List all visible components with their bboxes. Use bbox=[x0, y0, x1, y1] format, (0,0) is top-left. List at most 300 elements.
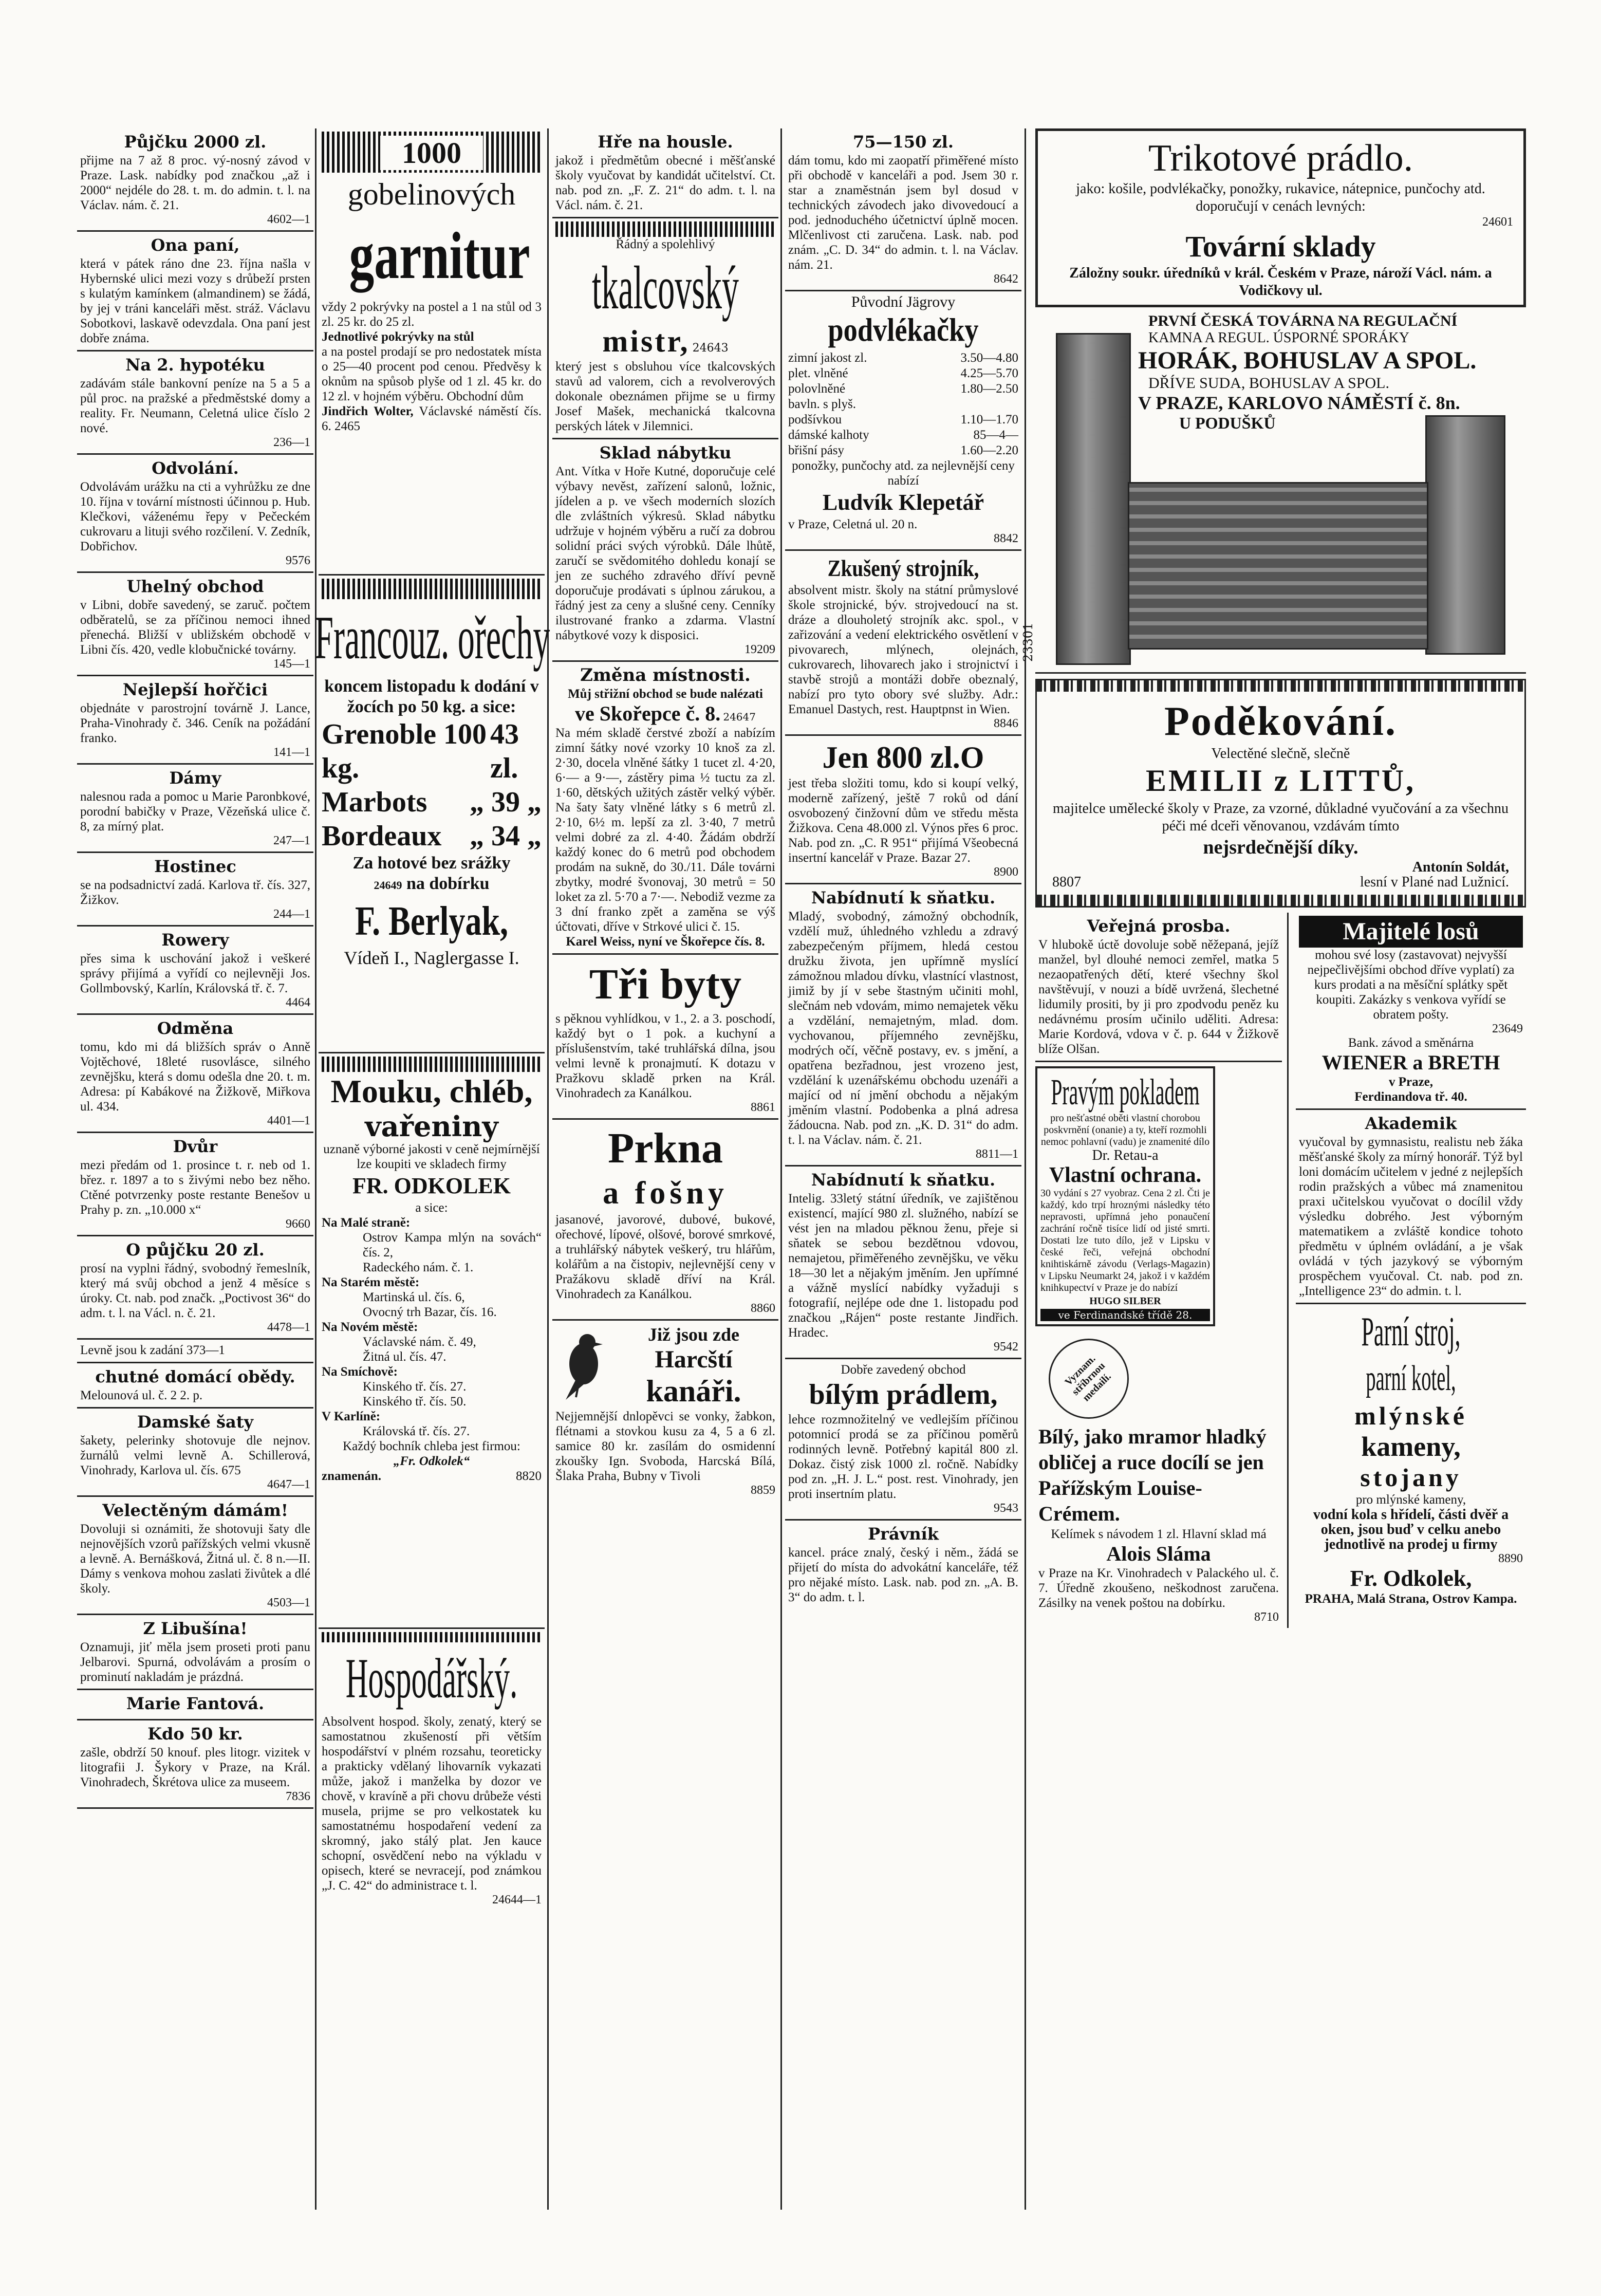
weaver-top: Řádný a spolehlivý bbox=[616, 237, 715, 251]
ad-heading: Damské šaty bbox=[137, 1412, 254, 1432]
lottery-firm: Bank. závod a směnárna bbox=[1348, 1036, 1474, 1050]
thanks-text-2: majitelce umělecké školy v Praze, za vzorné, důkladné vyučování a za všechnu péči mé dceři věnovanou, vzdávám tímto bbox=[1052, 801, 1509, 834]
ad-number: 24643 bbox=[692, 342, 729, 355]
price-label: dámské kalhoty bbox=[788, 428, 869, 442]
classified-column-1 bbox=[77, 128, 313, 2210]
decorative-banner bbox=[322, 579, 542, 599]
flour-seal-2: znamenán. bbox=[322, 1469, 381, 1483]
lottery-address-2: Ferdinandova tř. 40. bbox=[1354, 1090, 1467, 1104]
steam-engine-ad bbox=[1296, 1304, 1526, 1610]
ad-text: Melounová ul. č. 2 2. p. bbox=[80, 1388, 203, 1402]
ad-number: 8890 bbox=[1498, 1552, 1523, 1565]
ad-heading: Odvolání. bbox=[152, 458, 239, 478]
ad-text: zadávám stále bankovní peníze na 5 a 5 a půl proc. na pražské a předměstské domy a reality. Fr. Neumann, Celetná ulice číslo 2 nové. bbox=[80, 377, 310, 435]
tutor-heading: Akademik bbox=[1365, 1114, 1457, 1133]
weaver-heading: tkalcovský bbox=[592, 253, 739, 322]
walnuts-footer-line bbox=[322, 874, 542, 896]
ad-number: 8642 bbox=[994, 272, 1018, 286]
farm-heading: Hospodářský. bbox=[345, 1647, 518, 1710]
ad-number: 24649 bbox=[374, 879, 402, 892]
engineer-ad bbox=[785, 551, 1021, 736]
location-line: Ovocný trh Bazar, čís. 16. bbox=[363, 1305, 497, 1319]
marriage-ad-1 bbox=[785, 884, 1021, 1166]
walnuts-text: koncem listopadu k dodání v žocích po 50 kg. a sice: bbox=[324, 677, 539, 716]
furniture-heading: Sklad nábytku bbox=[599, 443, 732, 462]
steam-heading-2: parní kotel, bbox=[1366, 1359, 1456, 1398]
price-value: 4.25—5.70 bbox=[960, 366, 1018, 380]
price-value: 43 zl. bbox=[490, 718, 519, 784]
steam-heading: Parní stroj, bbox=[1361, 1309, 1461, 1355]
display-ads-column bbox=[1021, 128, 1531, 2210]
location-line: Kinského tř. čís. 50. bbox=[363, 1395, 467, 1409]
price-row bbox=[788, 443, 1018, 458]
ad-number: 8861 bbox=[751, 1101, 775, 1114]
decorative-banner bbox=[555, 221, 775, 237]
flour-asice: a sice: bbox=[415, 1201, 448, 1215]
ad-text: která v pátek ráno dne 23. října našla v Hybernské ulici mezi vozy s drůbeží prsten s kulatým kamínkem (almandinem) se žádá, by jej v tráni kanceláři měst. stráž. Václavu Sobotkovi, laskavě odevzdala. Ona paní jest dobře známa. bbox=[80, 257, 310, 345]
ad-text: přes sima k uschování jakož i veškeré správy přijímá a vyřídí co nejlevněji Jos. Gollmbovský, Karlín, Královská tř. č. 7. bbox=[80, 952, 310, 995]
location-line: Martinská ul. čís. 6, bbox=[363, 1290, 465, 1304]
underwear-top: Původní Jägrovy bbox=[851, 293, 956, 310]
garnitur-signature: Jindřich Wolter, bbox=[322, 404, 414, 418]
knitwear-text: jako: košile, podvlékačky, ponožky, rukavice, nátepnice, punčochy atd. doporučují v cenách levných: bbox=[1076, 181, 1485, 214]
canary-titles bbox=[612, 1324, 775, 1409]
lottery-text: mohou své losy (zastavovat) nejvyšší nejpečlivějšími obchod dříve vyplatí) za kurs prodati a na měsíční splátky spět koupiti. Zakázky s venkova vyřídí se obratem pošty. bbox=[1307, 948, 1515, 1022]
furniture-ad bbox=[552, 439, 778, 662]
classified-ad bbox=[77, 927, 313, 1015]
linen-shop-ad bbox=[785, 1359, 1021, 1521]
steam-heading-5: stojany bbox=[1360, 1463, 1462, 1492]
price-label: plet. vlněné bbox=[788, 366, 848, 380]
apartments-text: s pěknou vyhlídkou, v 1., 2. a 3. poschodí, každý byt o 1 pok. a kuchyní a příslušenstvím, také truhlářská dílna, jsou velmi levně k pronajmutí. K dotazu v Pražkovu skladě prken na Král. Vinohradech za Kanálkou. bbox=[555, 1012, 775, 1100]
canary-heading-3: kanáři. bbox=[646, 1374, 741, 1408]
book-ad bbox=[1035, 1066, 1215, 1326]
relocation-ad bbox=[552, 662, 778, 955]
decorative-border bbox=[1037, 680, 1524, 692]
steam-text: pro mlýnské kameny, bbox=[1355, 1493, 1466, 1507]
marriage-ad-2 bbox=[785, 1166, 1021, 1359]
walnuts-address: Vídeň I., Naglergasse I. bbox=[344, 948, 519, 968]
stove-line-1: PRVNÍ ČESKÁ TOVÁRNA NA REGULAČNÍ bbox=[1148, 312, 1458, 329]
location-line: Kinského tř. čís. 27. bbox=[363, 1380, 467, 1394]
ad-text: Dovoluji si oznámiti, že shotovuji šaty dle nejnovějších vzorů pařížských velmi vkusně a levně. A. Bernášková, Žitná ul. č. 8 n.—II. Dámy s venkova mohou zaslati živůtek a dlé školy. bbox=[80, 1522, 310, 1596]
planks-heading-2: a fošny bbox=[603, 1176, 728, 1211]
relocation-address-line bbox=[555, 701, 775, 726]
lottery-heading: Majitelé losů bbox=[1299, 916, 1523, 948]
classified-ad bbox=[77, 1690, 313, 1720]
marriage-heading: Nabídnutí k sňatku. bbox=[811, 888, 996, 908]
thanks-heading: Poděkování. bbox=[1164, 699, 1398, 744]
ad-text: objednáte v parostrojní továrně J. Lance, Praha-Vinohrady č. 346. Ceník na požádání franko. bbox=[80, 701, 310, 745]
steam-address: PRAHA, Malá Strana, Ostrov Kampa. bbox=[1305, 1592, 1517, 1606]
steam-heading-3: mlýnské bbox=[1354, 1401, 1467, 1430]
ad-number: 24601 bbox=[1482, 215, 1513, 229]
classified-ad bbox=[77, 232, 313, 351]
ad-text: zašle, obdrží 50 knouf. ples litogr. vizitek v litografii J. Šykory v Praze, na Král. Vinohradech, Škrétova ulice za museem. bbox=[80, 1746, 310, 1789]
ad-heading: Odměna bbox=[157, 1019, 234, 1038]
ad-number: 8859 bbox=[751, 1484, 775, 1497]
price-value: „ 39 „ bbox=[470, 786, 542, 818]
medal-stamp bbox=[1049, 1339, 1129, 1419]
classified-ad bbox=[77, 1409, 313, 1497]
display-ads-subcolumns bbox=[1035, 913, 1526, 1628]
price-value: 85—4— bbox=[973, 428, 1018, 442]
marriage-text: Mladý, svobodný, zámožný obchodník, vzdělí muž, úhledného vzhledu a zdravý zabezpečeným příjmem, hledá cestou družku života, jen upřímně myslící zámožnou mladou dívku, vlastnící vlastnost, jimiž by jí v sebe štastným učiniti mohl, slečnám neb vdovám, mimo nemajetek věku a vzdělání, nemajetným, mlad. dom. vychovanou, příjemného zevnějšku, modrých očí, věčně postavy, ev. s jmění, a opatřena bezřadnou, jest vrozeno jest, vzdělání k uzenářskému obchodu uzenáři a mající od ní jmění obchodu a nějakým jměním vlastní. Podobenka a plná adresa žádoucna. Nab. pod zn. „K. D. 31“ do adm. t. l. na Václav. nám. č. 21. bbox=[788, 910, 1018, 1147]
price-row bbox=[322, 785, 542, 819]
house-heading: Jen 800 zl.O bbox=[822, 740, 984, 774]
column-rule bbox=[315, 128, 317, 2210]
classified-ad bbox=[77, 1015, 313, 1133]
book-signature: HUGO SILBER bbox=[1089, 1295, 1161, 1307]
lottery-address: v Praze, bbox=[1388, 1075, 1434, 1089]
underwear-text: ponožky, punčochy atd. za nejlevnější ceny nabízí bbox=[792, 459, 1015, 488]
price-row bbox=[788, 366, 1018, 381]
decorative-banner bbox=[322, 132, 542, 173]
marriage-text-2: Intelig. 33letý státní úředník, ve zajištěnou existencí, mající 980 zl. služného, nabízí se vést jen na mladou pěknou ženu, přeje si sňatek se sebou bezdětnou vdovou, nemajetou, přiměřeného zevnějšku, ve věku 18—30 let a nějakým jměním. Jen upřímné a vážně myslící nabídky vyžaduji s fotografií, nejlépe ode dne 1. listopadu pod značkou „Rájen“ poste restante Jindřich. Hradec. bbox=[788, 1192, 1018, 1340]
violin-ad bbox=[552, 128, 778, 218]
ad-number: 19209 bbox=[744, 643, 775, 656]
linen-top: Dobře zavedený obchod bbox=[841, 1363, 966, 1377]
marriage-heading-2: Nabídnutí k sňatku. bbox=[811, 1170, 996, 1190]
location-line: Žitná ul. čís. 47. bbox=[363, 1350, 446, 1364]
ad-text: přijme na 7 až 8 proc. vý-nosný závod v Praze. Lask. nabídky pod značkou „až i 2000“ nejdéle do 28. t. m. do admin. t. l. na Václav. nám. č. 21. bbox=[80, 154, 310, 212]
cream-ad bbox=[1035, 1330, 1282, 1628]
ad-text: v Libni, dobře savedený, se zaruč. počtem odběratelů, se za příčinou nemoci ihned přenechá. Bližší v ubližském obchodě v Libni čís. 420, vedle klobučnické továrny. bbox=[80, 598, 310, 657]
price-row bbox=[322, 819, 542, 853]
knitwear-heading-2: Tovární sklady bbox=[1185, 230, 1376, 263]
weaver-ad bbox=[552, 218, 778, 439]
house-ad bbox=[785, 736, 1021, 884]
classified-ad bbox=[77, 455, 313, 573]
walnuts-price-list bbox=[322, 717, 542, 853]
canary-header bbox=[555, 1324, 775, 1409]
ad-number: 7836 bbox=[286, 1790, 310, 1803]
column-rule bbox=[780, 128, 782, 2210]
flour-text: uznaně výborné jakosti v ceně nejmírnější lze koupiti ve skladech firmy bbox=[323, 1142, 540, 1171]
price-label: polovlněné bbox=[788, 382, 846, 396]
classified-ad bbox=[77, 765, 313, 853]
price-row bbox=[322, 717, 542, 785]
stove-illustration-right bbox=[1425, 415, 1505, 655]
garnitur-signature-line bbox=[322, 404, 542, 434]
book-heading: Pravým pokladem bbox=[1051, 1071, 1200, 1113]
relocation-address: ve Skořepce č. 8. bbox=[575, 702, 721, 725]
violin-text: jakož i předmětům obecné i měšťanské školy vyučovat by kandidát učitelství. Ct. nab. pod zn. „F. Z. 21“ do adm. t. l. na Václ. nám. č. 21. bbox=[555, 154, 775, 212]
garnitur-text: vždy 2 pokrývky na postel a 1 na stůl od 3 zl. 25 kr. do 25 zl. bbox=[322, 300, 542, 329]
walnuts-footer: Za hotové bez srážky bbox=[352, 854, 511, 873]
classified-ad bbox=[77, 1363, 313, 1409]
price-label: břišní pásy bbox=[788, 443, 845, 457]
tutor-text: vyučoval by gymnasistu, realistu neb žáka měšťanské školy za mírný honorář. Týž byl loni domácím učitelem v jedné z nejlepších rodin pražských a vůbec má znamenitou praxi učitelskou vyučovat o docílil vždy výsledku dobrého. Jest výborným matematikem a zvláště kondice tohoto předmětu v úplném ovládání, a je však ovládá v tých jazykový se výborným prospěchem vyučoval. Ct. nab. pod zn. „Intelligence 23“ do admin. t. l. bbox=[1299, 1135, 1523, 1298]
planks-text: jasanové, javorové, dubové, bukové, ořechové, lípové, olšové, borové smrkové, a truhlářský nábytek veškerý, tru hlářům, kolářům a na čistopiv, nejlevnější ceny v Pražákovu skladě dříví na Král. Vinohradech za Kanálkou. bbox=[555, 1213, 775, 1301]
ad-number: 145—1 bbox=[273, 657, 310, 671]
classified-ad bbox=[77, 676, 313, 765]
ad-number: 9576 bbox=[286, 554, 310, 567]
ad-number: 24644—1 bbox=[492, 1893, 542, 1906]
stove-line-4: DŘÍVE SUDA, BOHUSLAV A SPOL. bbox=[1148, 375, 1389, 392]
price-value: 1.60—2.20 bbox=[960, 443, 1018, 457]
thanks-signature-line bbox=[1052, 875, 1509, 890]
ad-number: 4478—1 bbox=[267, 1321, 310, 1334]
ad-text: mezi předám od 1. prosince t. r. neb od 1. břez. r. 1897 a to s živými nebo bez něho. Ctěné potvrzenky poste restante Benešov u Prahy p. zn. „10.000 x“ bbox=[80, 1158, 310, 1217]
job-reward-heading: 75—150 zl. bbox=[853, 132, 954, 152]
ad-text: prosí na vyplni řádný, svobodný řemeslník, který má svůj obchod a jenž 4 měsíce s úroky. Ct. nab. pod značk. „Poctivost 36“ do adm. t. l. na Václ. n. č. 21. bbox=[80, 1262, 310, 1320]
price-value: „ 34 „ bbox=[470, 820, 542, 852]
weaver-heading-2: mistr, bbox=[602, 324, 690, 358]
price-label: Marbots bbox=[322, 786, 427, 818]
garnitur-bold: Jednotlivé pokrývky na stůl bbox=[322, 330, 474, 344]
walnuts-ad bbox=[314, 576, 550, 1053]
canary-heading: Již jsou zde bbox=[648, 1324, 739, 1345]
price-label: zimní jakost zl. bbox=[788, 351, 867, 365]
garnitur-address: Václavské náměstí čís. 6. bbox=[322, 404, 542, 433]
flour-ad bbox=[319, 1053, 545, 1629]
flour-footer: Každý bochník chleba jest firmou: bbox=[343, 1439, 520, 1453]
price-row bbox=[788, 428, 1018, 443]
planks-ad bbox=[552, 1120, 778, 1321]
ad-heading: Z Libušína! bbox=[143, 1619, 248, 1638]
public-plea-ad bbox=[1035, 913, 1282, 1062]
ad-number: 4647—1 bbox=[267, 1478, 310, 1491]
planks-heading: Prkna bbox=[607, 1124, 723, 1172]
apartments-heading: Tři byty bbox=[589, 960, 742, 1008]
weaver-text: který jest s obsluhou více tkalcovských stavů ad valorem, cich a revolverových dokonale obeznámen přijme se u firmy Josef Mašek, mechanická tkalcovna perských látek v Jilemnici. bbox=[555, 360, 775, 433]
ad-heading: Půjčku 2000 zl. bbox=[124, 132, 267, 152]
thanks-ad bbox=[1035, 679, 1526, 908]
thanks-bold: nejsrdečnější díky. bbox=[1203, 837, 1358, 858]
ad-heading: Velectěným dámám! bbox=[102, 1501, 288, 1520]
linen-text: lehce rozmnožitelný ve vedlejším příčinou potomnicí prodá se za příčinou poměrů rodinných levně. Potřebný kapitál 800 zl. Dokaz. čistý zisk 1000 zl. ročně. Nabídky pod zn. „H. J. L.“ post. rest. Vinohrady, jen proti insertním platu. bbox=[788, 1413, 1018, 1501]
gobelin-ad bbox=[319, 128, 545, 576]
furniture-text: Ant. Vítka v Hoře Kutné, doporučuje celé výbavy nevěst, zařízení salonů, ložnic, jídelen a p. ve všech moderních slozích dle zvláštních výkresů. Sklad nábytku udržuje v hojném výběru a ručí za dobrou solidní práci svých výrobků. Dále lhůtě, zaručí se svědomitého dohledu konají se jen ze suchého zdravého dříví pevně doporučuje prodávati s úplnou zárukou, a řádný jest za ceny a slušné ceny. Cenníky ilustrované franko a zdarma. Vlastní nábytkové vozy k disposici. bbox=[555, 465, 775, 642]
ad-text: Levně jsou k zadání 373—1 bbox=[80, 1343, 225, 1357]
ad-number: 8842 bbox=[994, 532, 1018, 545]
gobelin-heading: gobelinových bbox=[347, 177, 516, 211]
flour-locations bbox=[322, 1215, 542, 1439]
book-ad-row bbox=[1035, 1062, 1282, 1330]
price-row bbox=[788, 381, 1018, 397]
job-reward-ad bbox=[785, 128, 1021, 291]
book-text: pro nešťastné oběti vlastní chorobou poskvrnění (onanie) a ty, kteří rozmohli nemoc pohlavní (vadu) je znamenité dílo bbox=[1040, 1113, 1210, 1147]
underwear-address: v Praze, Celetná ul. 20 n. bbox=[788, 517, 918, 531]
price-value: 1.10—1.70 bbox=[960, 413, 1018, 427]
ad-heading: Kdo 50 kr. bbox=[147, 1724, 243, 1744]
ad-text: Oznamuji, jiť měla jsem proseti proti panu Jelbarovi. Spurná, odvolávám a prosím o prominutí nakladám je prázdná. bbox=[80, 1640, 310, 1684]
violin-heading: Hře na housle. bbox=[598, 132, 733, 152]
price-label: bavln. s plyš. bbox=[788, 397, 856, 411]
walnuts-seller: F. Berlyak, bbox=[355, 899, 509, 944]
price-row bbox=[788, 412, 1018, 428]
location-line: Královská tř. čís. 27. bbox=[363, 1424, 470, 1438]
canary-ad bbox=[552, 1321, 778, 1501]
ad-number: 8900 bbox=[994, 865, 1018, 879]
ad-number: 8860 bbox=[751, 1302, 775, 1315]
location-heading: Na Starém městě: bbox=[322, 1275, 420, 1289]
stove-illustration bbox=[1056, 333, 1131, 665]
ad-heading: Nejlepší hořčici bbox=[122, 680, 268, 699]
knitwear-heading: Trikotové prádlo. bbox=[1148, 137, 1413, 179]
column-rule bbox=[1025, 128, 1026, 2210]
ad-number: 247—1 bbox=[273, 834, 310, 847]
cream-address: v Praze na Kr. Vinohradech v Palackého ul. č. 7. Úředně zkoušeno, neškodnost zaručena. Zásilky na venek poštou na dobírku. bbox=[1038, 1566, 1279, 1610]
classified-ad bbox=[77, 1720, 313, 1809]
book-author: Dr. Retau-a bbox=[1092, 1147, 1159, 1163]
knitwear-ad bbox=[1035, 128, 1526, 307]
classified-ad bbox=[77, 1615, 313, 1690]
cream-heading: Bílý, jako mramor hladký obličej a ruce docílí se jen Pařížským Louise-Crémem. bbox=[1038, 1425, 1267, 1525]
ad-text: Odvolávám urážku na cti a vyhrůžku ze dne 10. října v tovární místnosti účinnou p. Hub. Klečkovi, váženému řepy v Pečeckém cukrovaru a lituji svého rozčilení. V. Zedník, Dobřichov. bbox=[80, 480, 310, 553]
steam-bold: vodní kola s hřídelí, části dvěř a oken, jsou buď v celku anebo jednotlivě na prodej u firmy bbox=[1313, 1507, 1509, 1552]
ad-text: tomu, kdo mi dá bližších správ o Anně Vojtěchové, 18leté rusovlásce, silného zevnějšku, která s domu odešla dne 20. t. m. Adresa: pí Kabákové na Žižkově, Miřkova ul. 434. bbox=[80, 1040, 310, 1114]
stove-line-3: HORÁK, BOHUSLAV A SPOL. bbox=[1138, 347, 1477, 374]
ad-number: 4602—1 bbox=[267, 213, 310, 226]
location-line: Radeckého nám. č. 1. bbox=[363, 1261, 474, 1274]
stove-line-5: V PRAZE, KARLOVO NÁMĚSTÍ č. 8n. bbox=[1138, 393, 1460, 413]
ad-number: 8846 bbox=[994, 717, 1018, 730]
underwear-price-list bbox=[788, 350, 1018, 458]
price-value: 1.80—2.50 bbox=[960, 382, 1018, 396]
lawyer-ad bbox=[785, 1521, 1021, 1609]
job-reward-text: dám tomu, kdo mi zaopatří přiměřené místo při obchodě v kanceláři a pod. Jsem 30 r. star a znaměstnán jsem byl dosud v technických závodech jako divovedoucí a pod. jednoduchého účetnictví úplně mocen. Mlčenlivost cti zaručena. Lask. nab. pod znám. „C. D. 34“ do admin. t. l. na Václav. nám. 21. bbox=[788, 154, 1018, 272]
underwear-heading: podvlékačky bbox=[828, 311, 979, 348]
linen-heading: bílým prádlem, bbox=[809, 1379, 998, 1411]
ad-number: 4401—1 bbox=[267, 1114, 310, 1127]
ad-number: 24647 bbox=[723, 711, 756, 723]
cream-seller: Alois Sláma bbox=[1106, 1542, 1211, 1565]
classified-ad bbox=[77, 1133, 313, 1236]
walnuts-cod: na dobírku bbox=[406, 874, 490, 893]
lawyer-text: kancel. práce znalý, český i něm., žádá se přijetí do místa do advokátní kanceláře, též pro nějaké místo. Lask. nab. pod zn. „A. B. 3“ do adm. t. l. bbox=[788, 1546, 1018, 1604]
ad-heading: Rowery bbox=[161, 930, 229, 950]
ad-number: 8820 bbox=[516, 1469, 542, 1483]
weaver-heading-line bbox=[555, 324, 775, 359]
flour-heading-2: vařeniny bbox=[365, 1110, 498, 1143]
ad-number: 141—1 bbox=[273, 746, 310, 759]
ad-number: 4464 bbox=[286, 996, 310, 1009]
steam-firm: Fr. Odkolek, bbox=[1350, 1566, 1472, 1591]
lawyer-heading: Právník bbox=[868, 1524, 939, 1544]
ad-heading: chutné domácí obědy. bbox=[95, 1367, 295, 1386]
lottery-name: WIENER a BRETH bbox=[1321, 1051, 1500, 1074]
price-label: podšívkou bbox=[788, 413, 842, 427]
classified-column-2 bbox=[314, 128, 550, 2210]
garnitur-heading: garnitur bbox=[349, 219, 530, 293]
engineer-heading: Zkušený strojník, bbox=[827, 555, 979, 581]
underwear-seller: Ludvík Klepetář bbox=[822, 490, 984, 515]
ad-number: 8811—1 bbox=[975, 1147, 1018, 1161]
farm-job-ad bbox=[319, 1629, 545, 1911]
ad-number: 2465 bbox=[334, 419, 360, 433]
book-title: Vlastní ochrana. bbox=[1049, 1163, 1202, 1187]
apartments-ad bbox=[552, 955, 778, 1120]
underwear-ad bbox=[785, 291, 1021, 551]
flour-seal: „Fr. Odkolek“ bbox=[393, 1454, 470, 1468]
classified-ad bbox=[77, 128, 313, 232]
ad-heading: Dámy bbox=[169, 768, 221, 788]
subcolumn-right bbox=[1289, 913, 1526, 1628]
thanks-text: Velectěné slečně, slečně bbox=[1211, 746, 1350, 762]
location-heading: Na Novém městě: bbox=[322, 1320, 418, 1334]
plea-heading: Veřejná prosba. bbox=[1087, 916, 1231, 936]
ad-text: šakety, pelerinky shotovuje dle nejnov. žurnálů velmi levně A. Schillerová, Vinohrady, Karlova ul. čís. 675 bbox=[80, 1434, 310, 1477]
stove-line-6: U PODUŠKŮ bbox=[1179, 414, 1276, 432]
ad-heading: Dvůr bbox=[173, 1137, 218, 1156]
ad-number: 23649 bbox=[1492, 1022, 1523, 1035]
flour-heading: Mouku, chléb, bbox=[330, 1073, 533, 1109]
price-value: 3.50—4.80 bbox=[960, 351, 1018, 365]
medal-stamp-text: Vyznam. stříbrnou medailí. bbox=[1063, 1353, 1113, 1403]
newspaper-page bbox=[77, 128, 1531, 2210]
plea-text: V hlubokě úctě dovoluje sobě něžepaná, jejíž manžel, byl dlouhé nemoci zemřel, matka 5 nezaopatřených dětí, které všechny škol navštěvují, v nouzi a bídě uvržená, šlechetné lidumily prositi, by ji pro zpodvodu peněz ku nedávnému prosím učinilo uděliti. Adresa: Marie Kordová, vdova v č. p. 644 v Žižkově blíže Olšan. bbox=[1038, 938, 1279, 1056]
subcolumn-left bbox=[1035, 913, 1289, 1628]
column-rule bbox=[547, 128, 549, 2210]
classified-ad bbox=[77, 853, 313, 927]
ad-text: nalesnou rada a pomoc u Marie Paronbkové, porodní babičky v Praze, Vězeňská ulice č. 8, za mírný plat. bbox=[80, 790, 310, 834]
stove-illustration-base bbox=[1128, 482, 1428, 650]
lottery-ad bbox=[1296, 913, 1526, 1110]
ad-number: 244—1 bbox=[273, 908, 310, 921]
stove-line-2: KAMNA A REGUL. ÚSPORNÉ SPORÁKY bbox=[1148, 330, 1409, 346]
ad-number: 23301 bbox=[1021, 622, 1035, 662]
house-text: jest třeba složiti tomu, kdo si koupí velký, moderně zařízený, ještě 7 roků od dání osvobozený činžovní dům ve středu města Žižkova. Cena 48.000 zl. Výnos přes 6 proc. Nab. pod zn. „C. R 951“ přijímá Všeobecná insertní kancelář v Praze. Bazar 27. bbox=[788, 776, 1018, 865]
thanks-signature-2: lesní v Plané nad Lužnicí. bbox=[1360, 874, 1509, 890]
classified-column-3 bbox=[552, 128, 778, 2210]
book-text-2: 30 vydání s 27 vyobraz. Cena 2 zl. Čti je každý, kdo trpí hroznými následky této nepravosti, upřímná jeho ponaučení zachrání ročně tisíce lidí od jisté smrti. Dostati lze tuto dílo, jež v Lipsku v české řeči, veřejná obchodní knihtiskárně závodu (Verlags-Magazin) v Lipsku Neumarkt 24, jakož i v každém knihkupectví v Praze je do nabízí bbox=[1040, 1188, 1210, 1293]
stove-ad bbox=[1021, 312, 1526, 674]
ad-number: 9542 bbox=[994, 1340, 1018, 1354]
location-heading: V Karlíně: bbox=[322, 1410, 381, 1423]
thanks-signature: Antonín Soldát, bbox=[1412, 859, 1509, 875]
thanks-name: EMILII z LITTŮ, bbox=[1145, 764, 1416, 798]
classified-ad bbox=[77, 1497, 313, 1615]
relocation-text: Můj střižní obchod se bude nalézati bbox=[568, 687, 763, 701]
walnuts-heading: Francouz. ořechy bbox=[314, 603, 550, 672]
ad-number: 9543 bbox=[994, 1502, 1018, 1515]
farm-text: Absolvent hospod. školy, zenatý, který se samostatnou zkušeností při větším hospodářství v plném rozsahu, teoreticky a prakticky vdělaný lihovarník vykazati může, jakož i manželka by dozor ve chově, v kravíně a při chovu drůbeže vésti musela, prijme se pro velkostatek ku samostatnému hospodaření vedení za skromný, jako stálý plat. Jen kauce schopní, osvědčení nebo na výkladu v opisech, které se nevracejí, pod známkou „J. C. 42“ do administrace t. l. bbox=[322, 1715, 542, 1893]
price-label: Bordeaux bbox=[322, 820, 442, 852]
canary-heading-2: Harcští bbox=[655, 1346, 733, 1373]
location-heading: Na Smíchově: bbox=[322, 1365, 398, 1379]
canary-text: Nejjemnější dnlopěvci se vonky, žabkon, flétnami a stovkou kusu za 4, 5 a 6 zl. samice 80 kr. zasílám do osmidenní zkoušky Ign. Svoboda, Harcská Bílá, Šlaka Praha, Bubny v Tivoli bbox=[555, 1410, 775, 1483]
location-line: Ostrov Kampa mlýn na sovách“ čís. 2, bbox=[363, 1231, 542, 1260]
ad-text: se na podsadnictví zadá. Karlova tř. čís. 327, Žižkov. bbox=[80, 878, 310, 907]
garnitur-text-2: a na postel prodají se pro nedostatek místa o 25—40 procent pod cenou. Předvěsy k oknům na spůsob plyše od 1 zl. 45 kr. do 12 zl. v hojném výběru. Obchodní dům bbox=[322, 345, 542, 403]
price-label: Grenoble 100 kg. bbox=[322, 718, 487, 784]
ad-heading: O půjčku 20 zl. bbox=[126, 1240, 265, 1260]
gobelin-count: 1000 bbox=[380, 136, 483, 170]
ad-heading: Uhelný obchod bbox=[126, 577, 264, 596]
ad-heading: Hostinec bbox=[154, 857, 236, 876]
engineer-text: absolvent mistr. školy na státní průmyslové škole strojnické, býv. strojvedoucí na st. dráze a dlouholetý strojník akc. spol., v zařizování a vedení elektrického osvětlení v pivovarech, mlýnech, olejnách, cukrovarech, lihovarech jako i strojnictví i stavbě strojů a montáži dobře obeznalý, nabízí pro tyto obory své služby. Adr.: Emanuel Dastych, rest. Hauptpnst in Wien. bbox=[788, 583, 1018, 716]
location-heading: Na Malé straně: bbox=[322, 1216, 411, 1230]
ad-number: 4503—1 bbox=[267, 1596, 310, 1609]
cream-text: Kelímek s návodem 1 zl. Hlavní sklad má bbox=[1051, 1527, 1267, 1541]
ad-heading: Ona paní, bbox=[151, 235, 240, 255]
ad-heading: Na 2. hypotéku bbox=[125, 355, 265, 375]
decorative-banner bbox=[322, 1057, 542, 1072]
knitwear-footer: Záložny soukr. úředníků v král. Českém v Praze, nároží Václ. nám. a Vodičkovy ul. bbox=[1069, 265, 1492, 299]
decorative-banner bbox=[322, 1632, 542, 1642]
classified-ad bbox=[77, 1236, 313, 1340]
book-signature-2: ve Ferdinandské třídě 28. bbox=[1040, 1309, 1210, 1321]
price-row bbox=[788, 397, 1018, 412]
relocation-heading: Změna místnosti. bbox=[580, 665, 751, 686]
location-line: Václavské nám. č. 49, bbox=[363, 1335, 476, 1349]
tutor-ad bbox=[1296, 1110, 1526, 1304]
flour-seal-line bbox=[322, 1469, 542, 1484]
ad-number: 8807 bbox=[1052, 874, 1081, 890]
classified-ad bbox=[77, 1340, 313, 1363]
